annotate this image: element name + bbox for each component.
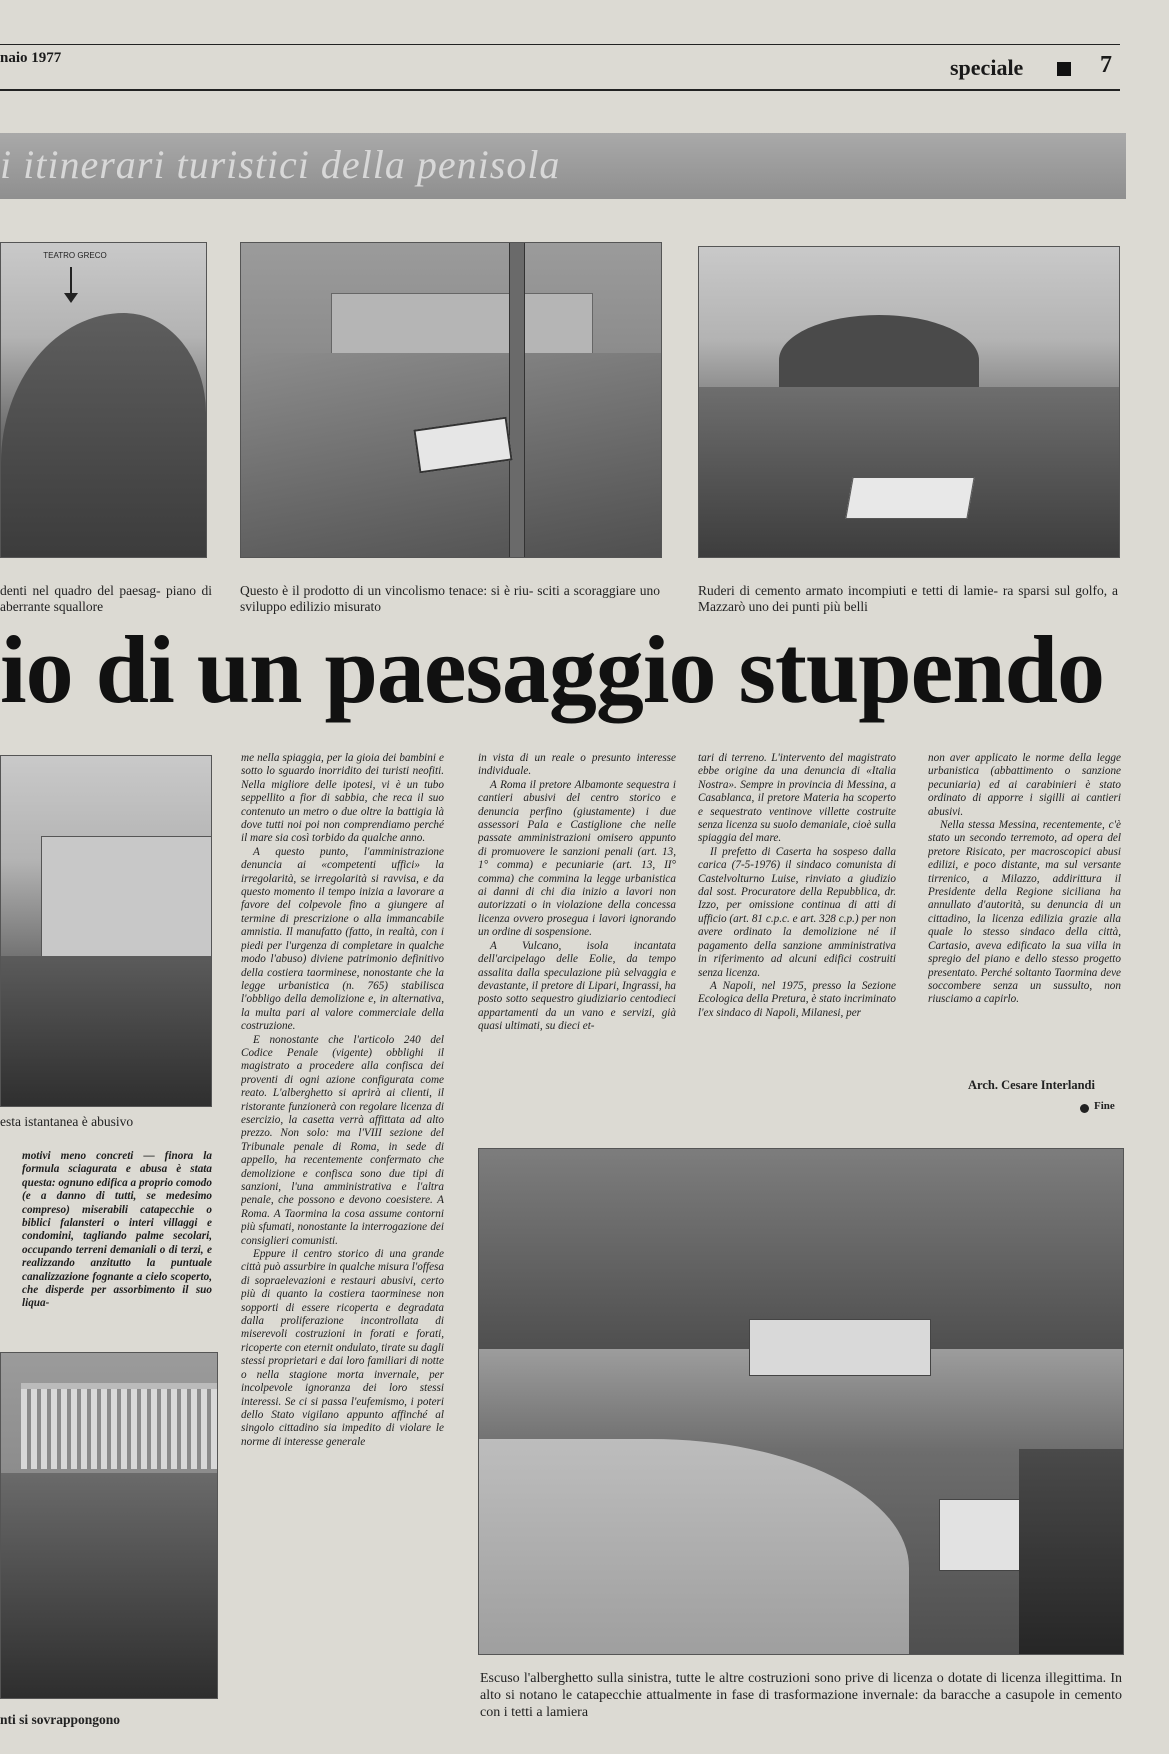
paragraph: in vista di un reale o presunto interesse individuale. xyxy=(478,752,676,778)
paragraph: non aver applicato le norme della legge urbanistica (abbattimento o sanzione pecuniaria) ed ai carabinieri è stato ordinato di apporre i sigilli ai cantieri abusivi. xyxy=(928,752,1121,818)
paragraph: tari di terreno. L'intervento del magistrato ebbe origine da una denuncia di «Italia Nostra». Sempre in provincia di Messina, a Casablanca, il pretore Materia ha scoperto e sequestrato ventinove villette costruite senza licenza su suolo demaniale, cioè sulla spiaggia del mare. xyxy=(698,752,896,845)
photo-teatro-greco xyxy=(0,242,207,558)
cliff-shape xyxy=(1019,1449,1123,1654)
header-section: speciale xyxy=(950,55,1024,80)
caption-photo-1: denti nel quadro del paesag- piano di aberrante squallore xyxy=(0,583,212,614)
banner-text: i itinerari turistici della penisola xyxy=(0,142,561,187)
hotel-building-shape xyxy=(749,1319,931,1376)
photo-coast-construction xyxy=(478,1148,1124,1655)
colonnade-shape xyxy=(21,1383,217,1469)
caption-photo-4: esta istantanea è abusivo xyxy=(0,1114,134,1129)
shore-shape xyxy=(699,387,1119,557)
paragraph: A Vulcano, isola incantata dell'arcipelago delle Eolie, da tempo assalita dalla speculazione più selvaggia e devastante, il pretore di Lipari, Ingrassi, ha posto sotto sequestro giudiziario centodieci appartamenti da un vano e servizi, già quasi ultimati, su dieci et- xyxy=(478,939,676,1033)
roof-shape xyxy=(845,477,974,519)
article-column-4 xyxy=(928,752,1121,1072)
arrow-head-icon xyxy=(64,293,78,303)
paragraph: Nella stessa Messina, recentemente, c'è stato un secondo terremoto, ad opera del pretore Risicato, per macroscopici abusi edilizi, e poco distante, ma sul versante tirrenico, a Milazzo, addirittura il Presidente della Regione siciliana ha annullato d'autorità, su denuncia di un cittadino, la licenza edilizia grazie alla quale lo stesso sindaco della città, Cartasio, aveva edificato la sua villa in spregio del piano e dello stesso progetto presentato. Perché soltanto Taormina deve soccombere senza un sussulto, non riusciamo a capirlo. xyxy=(928,819,1121,1006)
paragraph: motivi meno concreti — finora la formula sciagurata e abusa è stata questa: ognuno edifica a proprio comodo (e a danno di tutti, se medesimo compreso) miserabili catapecchie o biblici falansteri o interi villaggi e condomini, tagliando palme secolari, occupando terreni demaniali o di terzi, e realizzando anzitutto la puntuale canalizzazione fognante a cielo scoperto, che disperde per assorbimento il suo liqua- xyxy=(22,1150,212,1310)
article-column-left xyxy=(22,1150,212,1350)
header-bottom-rule xyxy=(0,89,1120,91)
article-column-1 xyxy=(241,752,444,1712)
paragraph: A questo punto, l'amministrazione denuncia ai «competenti uffici» la irregolarità, se irregolarità si ravvisa, e da questo momento il tempo inizia a lavorare a favore del colpevole fino a giungere al termine di prescrizione o alla immancabile amnistia. Il manufatto (fatto, in realtà, con i piedi per l'urgenza di completare in qualche modo l'abuso) diviene patrimonio definitivo della costiera taorminese, nonostante che la legge urbanistica (n. 765) stabilisca l'obbligo della demolizione e, in alternativa, la multa pari al valore commerciale della costruzione. xyxy=(241,845,444,1033)
rock-shape xyxy=(1,1473,217,1698)
headline: io di un paesaggio stupendo xyxy=(0,616,1105,723)
pole-shape xyxy=(509,243,525,557)
bay-shape xyxy=(479,1439,909,1654)
caption-photo-5: nti si sovrappongono xyxy=(0,1712,121,1727)
paragraph: A Roma il pretore Albamonte sequestra i cantieri abusivi del centro storico e denuncia perfino (giustamente) i due assessori Pala e Castiglione che nelle passate amministrazioni omisero appunto di promuovere le sanzioni penali (art. 13, 1° comma) e pecuniarie (art. 13, II° comma) che commina la legge urbanistica ai danni di chi dia inizio a lavori non autorizzati o in violazione della concessa licenza ovvero prosegua i lavori ignorando un ordine di sospensione. xyxy=(478,778,676,939)
end-mark: Fine xyxy=(1094,1100,1115,1112)
section-square-icon xyxy=(1057,62,1071,76)
author-signature: Arch. Cesare Interlandi xyxy=(968,1078,1095,1092)
paragraph: E nonostante che l'articolo 240 del Codice Penale (vigente) obblighi il magistrato a procedere alla confisca dei proventi di ogni azione configurata come reato. L'alberghetto si aprirà ai clienti, il ristorante funzionerà con regolare licenza di esercizio, la casetta verrà affittata ad alto prezzo. Non solo: ma l'VIII sezione del Tribunale penale di Roma, in sede di appello, ha recentemente confermato che demolizione e confisca sono due tipi di sanzioni, l'una amministrativa e l'altra penale, che possono e devono coesistere. A Roma. A Taormina la cosa assume contorni più sfumati, nonostante la interrogazione dei consiglieri comunisti. xyxy=(241,1033,444,1247)
paragraph: me nella spiaggia, per la gioia dei bambini e sotto lo sguardo inorridito dei turisti neofiti. Nella migliore delle ipotesi, vi è un tubo seppellito a fior di sabbia, che reca il suo contenuto un metro o due oltre la battigia là dove tutti noi poi non comprendiamo perché il mare sia così torbido da qualche anno. xyxy=(241,752,444,845)
caption-photo-3: Ruderi di cemento armato incompiuti e tetti di lamie- ra sparsi sul golfo, a Mazzarò uno dei punti più belli xyxy=(698,583,1118,614)
photo-label: TEATRO GRECO xyxy=(43,251,107,260)
photo-terrace-houses xyxy=(0,755,212,1107)
hillside-shape xyxy=(1,313,206,558)
paragraph: Eppure il centro storico di una grande città può assurbire in qualche misura l'offesa di sopraelevazioni e restauri abusivi, certo più di quanto la costiera taorminese non sopporti di essere ricoperta e degradata dalla proliferazione incontrollata di miserevoli costruzioni in forati e forati, ricoperte con eternit ondulato, tirate su dagli stessi proprietari e dai loro familiari di notte o nella stagione morta invernale, per incolpevole ignoranza dei loro stessi interessi. Se ci si passa l'eufemismo, i poteri dello Stato vigilano appunto affinché al singolo cittadino sia impedito di violare le norme di interesse generale xyxy=(241,1248,444,1448)
paragraph: A Napoli, nel 1975, presso la Sezione Ecologica della Pretura, è stato incriminato l'ex sindaco di Napoli, Milanesi, per xyxy=(698,979,896,1019)
article-column-3 xyxy=(698,752,896,1112)
header-date: naio 1977 xyxy=(0,50,62,66)
end-bullet-icon xyxy=(1080,1104,1089,1113)
article-column-2 xyxy=(478,752,676,1112)
photo-gulf xyxy=(698,246,1120,558)
page-number: 7 xyxy=(1100,52,1112,78)
photo-ruins xyxy=(240,242,662,558)
section-banner xyxy=(0,133,1126,199)
header-top-rule xyxy=(0,44,1120,45)
paragraph: Il prefetto di Caserta ha sospeso dalla carica (7-5-1976) il sindaco comunista di Castelvolturno Luise, rinviato a giudizio dal sost. Procuratore della Repubblica, dr. Izzo, per omissione continua di atti di ufficio (art. 81 c.p.c. e art. 328 c.p.) per non avere ordinato la demolizione né il pagamento della sanzione amministrativa in riferimento ad alcuni edifici costruiti senza licenza. xyxy=(698,845,896,979)
caption-photo-6: Escuso l'alberghetto sulla sinistra, tutte le altre costruzioni sono prive di licenza o dotate di licenza illegittima. In alto si notano le catapecchie attualmente in fase di trasformazione invernale: da baracche a casupole in cemento con i tetti a lamiera xyxy=(480,1671,1122,1720)
vegetation-shape xyxy=(1,956,211,1106)
building-shape xyxy=(41,836,212,968)
caption-photo-2: Questo è il prodotto di un vincolismo tenace: si è riu- sciti a scoraggiare uno sviluppo edilizio misurato xyxy=(240,583,660,614)
photo-greek-theatre xyxy=(0,1352,218,1699)
